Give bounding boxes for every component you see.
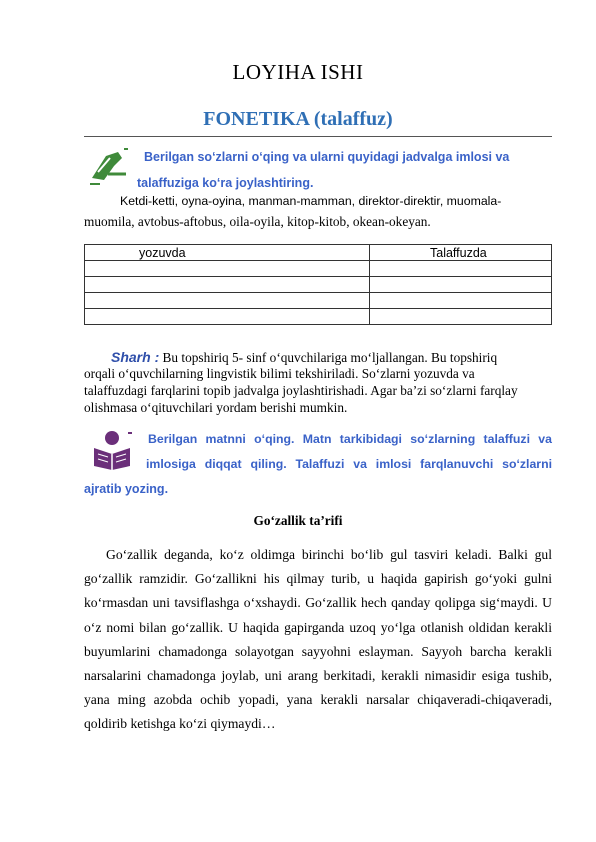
sharh-line2: orqali o‘quvchilarning lingvistik bilimi tekshiriladi. So‘zlarni yozuvda va: [84, 366, 475, 381]
table-row: [85, 293, 552, 309]
paragraph-line: narsalarini chamadonga joylab, uni arang berkitadi, kerakli nimasidir esiga tushib,: [84, 667, 552, 683]
paragraph-line: o‘z nomi bilan go‘zallik. U haqida gapirganda uzoq yo‘lga otlanish oldidan kerakli: [84, 619, 552, 635]
task1-instruction-line1: Berilgan so‘zlarni o‘qing va ularni quyidagi jadvalga imlosi va: [144, 150, 510, 164]
table-cell[interactable]: [370, 277, 552, 293]
table-row: [85, 261, 552, 277]
reading-paragraph: [84, 543, 552, 737]
writing-hand-icon: [88, 144, 132, 186]
answer-table: [84, 244, 552, 325]
document-subtitle: FONETIKA (talaffuz): [203, 108, 393, 130]
paragraph-line: qoldirib ketishga ko‘zi qiymaydi…: [84, 716, 276, 732]
table-cell[interactable]: [370, 293, 552, 309]
paragraph-line: ko‘rmasdan uni tavsiflashga o‘xshaydi. Go‘zallik hech qanday qolipga sig‘maydi. U: [84, 595, 552, 611]
table-cell[interactable]: [85, 277, 370, 293]
table-row: [85, 277, 552, 293]
title-divider: [84, 136, 552, 137]
paragraph-line: yana ming azobda ochib yopadi, yana kerakli narsalar chiqaveradi-chiqaveradi,: [84, 692, 552, 708]
task2-instruction-line2: imlosiga diqqat qiling. Talaffuzi va imlosi farqlanuvchi so‘zlarni: [146, 457, 552, 471]
task2-instruction-line1: Berilgan matnni o‘qing. Matn tarkibidagi so‘zlarning talaffuzi va: [148, 432, 552, 446]
reading-heading: Go‘zallik ta’rifi: [253, 513, 343, 528]
sharh-text-1: Bu topshiriq 5- sinf o‘quvchilariga mo‘ljallangan. Bu topshiriq: [159, 350, 498, 365]
column-header-yozuvda: yozuvda: [85, 245, 370, 261]
task2-instruction-line3: ajratib yozing.: [84, 482, 169, 496]
paragraph-line: buyumlarini chamadonga solayotgan sayyohni eslayman. Sayyoh barcha kerakli: [84, 643, 552, 659]
sharh-line3: talaffuzdagi farqlarini topib jadvalga joylashtirishadi. Agar ba’zi so‘zlarni farqlay: [84, 383, 518, 398]
paragraph-line: go‘zallik ramzidir. Go‘zallikni his qilmay turib, u haqida gapirish go‘yoki gulni: [84, 571, 552, 587]
paragraph-line: Go‘zallik deganda, ko‘z oldimga birinchi bo‘lib gul tasviri keladi. Balki gul: [106, 547, 552, 562]
reader-book-icon: [90, 430, 134, 470]
column-header-talaffuzda: Talaffuzda: [370, 245, 552, 261]
document-title: LOYIHA ISHI: [232, 60, 364, 84]
table-cell[interactable]: [85, 261, 370, 277]
table-cell[interactable]: [85, 293, 370, 309]
word-list-line2: muomila, avtobus-aftobus, oila-oyila, kitop-kitob, okean-okeyan.: [84, 214, 431, 229]
task1-instruction-line2: talaffuziga ko‘ra joylashtiring.: [137, 176, 314, 190]
table-cell[interactable]: [370, 309, 552, 325]
sharh-line1: [111, 349, 552, 366]
table-cell[interactable]: [85, 309, 370, 325]
table-row: [85, 309, 552, 325]
word-list-line1: Ketdi-ketti, oyna-oyina, manman-mamman, direktor-direktir, muomala-: [120, 194, 502, 208]
sharh-label: Sharh :: [111, 349, 160, 365]
table-cell[interactable]: [370, 261, 552, 277]
sharh-line4: olishmasa o‘qituvchilari yordam berishi mumkin.: [84, 400, 348, 415]
table-header-row: [85, 245, 552, 261]
